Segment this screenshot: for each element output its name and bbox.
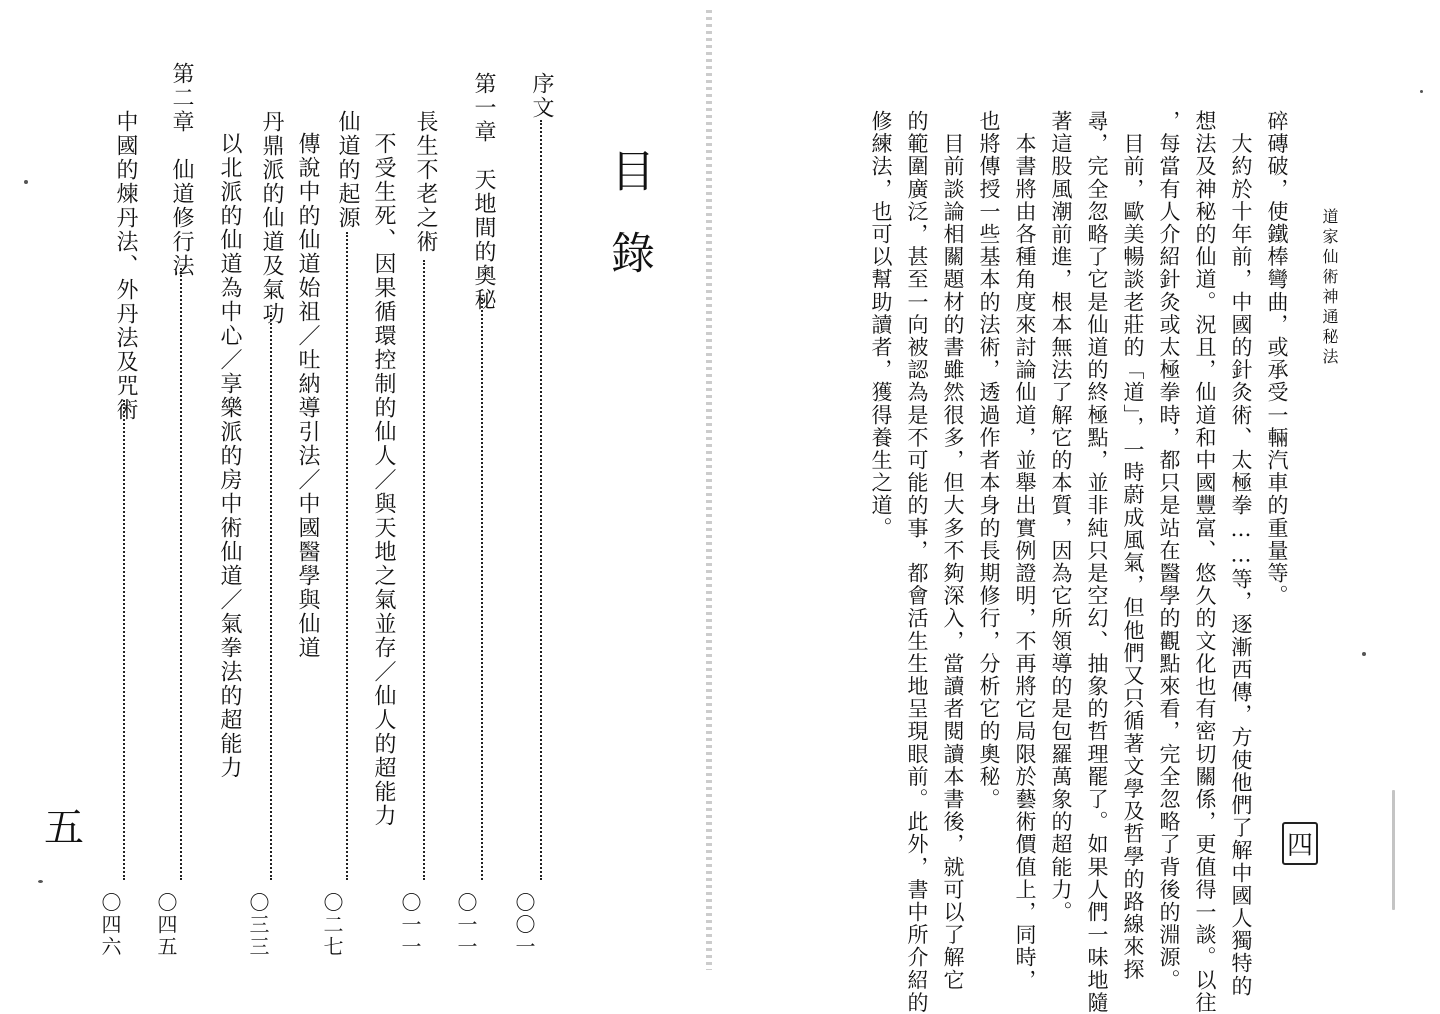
preface-column-8: 本書將由各種角度來討論仙道，並舉出實例證明，不再將它局限於藝術價值上，同時， <box>1013 110 1037 992</box>
preface-column-9: 也將傳授一些基本的法術，透過作者本身的長期修行，分析它的奧秘。 <box>977 110 1001 811</box>
toc-entry-longevity: 長生不老之術 <box>413 110 438 254</box>
toc-page-number: 〇一一 <box>398 892 422 958</box>
running-head: 道家仙術神通秘法 <box>1320 208 1339 368</box>
toc-page-number: 〇四六 <box>98 892 122 958</box>
toc-leader <box>423 260 425 880</box>
preface-column-1: 碎磚破，使鐵棒彎曲，或承受一輛汽車的重量等。 <box>1265 110 1289 608</box>
toc-subentry-founder: 傳說中的仙道始祖／吐納導引法／中國醫學與仙道 <box>295 132 320 660</box>
toc-subentry-immortals: 不受生死、因果循環控制的仙人／與天地之氣並存／仙人的超能力 <box>371 132 396 828</box>
preface-column-11: 的範圍廣泛，甚至一向被認為是不可能的事，都會活生生地呈現眼前。此外，書中所介紹的 <box>905 110 929 1014</box>
preface-column-12: 修練法，也可以幫助讀者，獲得養生之道。 <box>869 110 893 540</box>
toc-page-number: 〇〇一 <box>512 892 536 958</box>
toc-title: 目錄 <box>603 148 654 312</box>
toc-page-number: 〇四五 <box>154 892 178 958</box>
page-gutter <box>706 10 712 970</box>
preface-column-6: 尋，完全忽略了它是仙道的終極點，並非純只是空幻、抽象的哲理罷了。如果人們一味地隨 <box>1085 110 1109 1014</box>
preface-column-10: 目前談論相關題材的書雖然很多，但大多不夠深入，當讀者閱讀本書後，就可以了解它 <box>941 110 965 992</box>
toc-entry-chapter-1: 第一章 天地間的奧秘 <box>471 72 496 312</box>
scan-speck <box>1392 790 1395 910</box>
preface-column-7: 著這股風潮前進，根本無法了解它的本質，因為它所領導的是包羅萬象的超能力。 <box>1049 110 1073 924</box>
preface-column-2: 大約於十年前，中國的針灸術、太極拳……等，逐漸西傳，方使他們了解中國人獨特的 <box>1229 110 1253 998</box>
toc-leader <box>346 232 348 880</box>
toc-entry-chapter-2: 第二章 仙道修行法 <box>169 62 194 278</box>
toc-page-number: 〇三三 <box>246 892 270 958</box>
preface-column-4: ，每當有人介紹針灸或太極拳時，都只是站在醫學的觀點來看，完全忽略了背後的淵源。 <box>1157 110 1181 992</box>
toc-entry-danding: 丹鼎派的仙道及氣功 <box>259 110 284 326</box>
right-folio: 四 <box>1282 822 1318 865</box>
toc-entry-origin: 仙道的起源 <box>335 110 360 230</box>
toc-page-number: 〇一一 <box>454 892 478 958</box>
toc-page-number: 〇二七 <box>320 892 344 958</box>
toc-entry-alchemy: 中國的煉丹法、外丹法及咒術 <box>113 110 138 422</box>
toc-entry-preface: 序文 <box>529 72 554 120</box>
toc-leader <box>180 268 182 880</box>
left-folio: 五 <box>44 805 84 851</box>
preface-column-5: 目前，歐美暢談老莊的「道」，一時蔚成風氣，但他們又只循著文學及哲學的路線來探 <box>1121 110 1145 981</box>
preface-column-3: 想法及神秘的仙道。況且，仙道和中國豐富、悠久的文化也有密切關係，更值得一談。以往 <box>1193 110 1217 1014</box>
toc-leader <box>481 298 483 880</box>
scan-speck <box>1420 90 1423 93</box>
toc-leader <box>123 400 125 880</box>
scan-speck <box>38 880 43 883</box>
scan-speck <box>1362 652 1366 656</box>
toc-subentry-north-school: 以北派的仙道為中心／享樂派的房中術仙道／氣拳法的超能力 <box>217 132 242 780</box>
toc-leader <box>270 312 272 880</box>
toc-leader <box>540 120 542 880</box>
scan-speck <box>24 180 28 184</box>
